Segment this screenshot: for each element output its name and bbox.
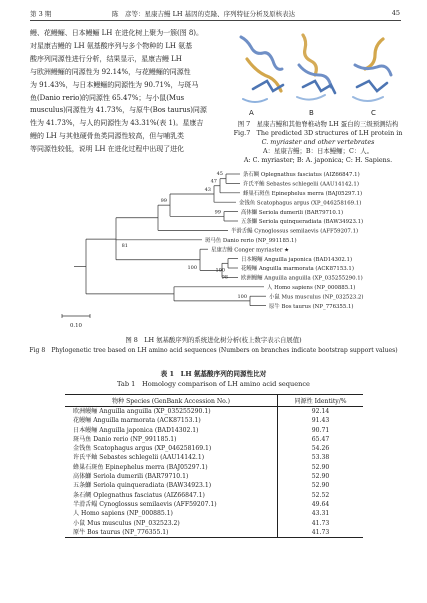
table-title-cn: 表 1 LH 氨基酸序列的同源性比对 [160,370,267,378]
bootstrap-value: 81 [121,243,128,250]
table-row [65,426,363,435]
body-line: 为 91.43%，与日本鳗鲡的同源性为 90.71%，与斑马 [30,80,199,89]
species-cell: 蜂巢石斑鱼 Epinephelus merra (BAJ05297.1) [65,463,278,472]
table-row [65,528,363,538]
body-line: 性为 41.73%，与人的同源性为 43.31%(表 1)。星康吉 [30,119,204,128]
fig8-caption-en: Fig 8 Phylogenetic tree based on LH amino acid sequences (Numbers on branches indicate bootstrap support values) [29,347,398,354]
body-line: 鳗的 LH 与其他硬骨鱼类同源性较高，但与哺乳类 [30,132,185,141]
taxon-label: 高体鰤 Seriola dumerili (BAR79710.1) [241,209,344,216]
species-cell: 原牛 Bos taurus (NP_776355.1) [65,528,278,538]
panel-label-c: C [371,109,376,117]
body-line: 等同源性较低，说明 LH 在进化过程中出现了进化 [30,145,185,154]
body-paragraph [30,27,226,156]
table-row [65,481,363,490]
species-cell: 金钱鱼 Scatophagus argus (XP_046258169.1) [65,444,278,453]
taxon-label: 斑马鱼 Danio rerio (NP_991185.1) [205,238,297,244]
species-cell: 条石鲷 Oplegnathus fasciatus (AIZ66847.1) [65,491,278,500]
species-cell: 小鼠 Mus musculus (NP_032523.2) [65,519,278,528]
identity-cell: 41.73 [311,519,330,527]
species-cell: 半滑舌鳎 Cynoglossus semilaevis (AFF59207.1) [65,500,278,509]
bootstrap-value: 45 [216,171,223,178]
table-row [65,416,363,425]
taxon-label: 小鼠 Mus musculus (NP_032523.2) [269,294,364,301]
identity-cell: 52.52 [311,491,330,499]
bootstrap-value: 100 [215,267,225,274]
panel-label-b: B [309,109,314,117]
fig7-caption-en1: Fig.7 The predicted 3D structures of LH protein in [233,129,403,137]
identity-cell: 41.73 [278,528,364,538]
identity-cell: 91.43 [311,417,330,425]
identity-cell: 49.64 [311,500,330,508]
taxon-label: 花鳗鲡 Anguilla marmorata (ACK87153.1) [241,266,354,273]
table-row [65,491,363,500]
species-cell: 斑马鱼 Danio rerio (NP_991185.1) [65,435,278,444]
taxon-label: 半滑舌鳎 Cynoglossus semilaevis (AFF59207.1) [231,228,359,235]
col-identity-header: 同源性 Identity/% [278,395,364,407]
bootstrap-value: 43 [204,186,211,193]
bootstrap-value: 47 [210,178,217,185]
issue-label: 第 3 期 [30,10,52,18]
taxon-label: 星康吉鳗 Conger myriaster ★ [211,247,289,254]
fig7-caption-en3: A: C. myriaster; B: A. japonica; C: H. Sapiens. [243,156,393,164]
identity-cell: 92.14 [311,408,330,415]
taxon-label: 原牛 Bos taurus (NP_776355.1) [269,303,354,310]
species-cell: 高体鰤 Seriola dumerili (BAR79710.1) [65,472,278,481]
identity-cell: 52.90 [311,463,330,471]
table-row [65,509,363,518]
table-row [65,472,363,481]
table-header-row [65,395,363,407]
table-row [65,444,363,453]
identity-cell: 90.71 [311,426,330,434]
fig7-caption-cn2: A：星康吉鳗；B：日本鳗鲡；C：人。 [262,147,374,155]
identity-cell: 43.31 [311,510,330,518]
header-rule [30,20,401,21]
species-cell: 花鳗鲡 Anguilla marmorata (ACK87153.1) [65,416,278,425]
identity-cell: 54.26 [311,445,330,453]
taxon-label: 日本鳗鲡 Anguilla japonica (BAD14302.1) [241,256,353,263]
table-row [65,519,363,528]
table-row [65,453,363,462]
species-cell: 人 Homo sapiens (NP_000885.1) [65,509,278,518]
taxon-label: 条石鲷 Oplegnathus fasciatus (AIZ66847.1) [243,172,360,179]
panel-label-a: A [249,109,254,117]
taxon-label: 许氏平鲉 Sebastes schlegelii (AAU14142.1) [243,181,359,188]
body-line: 鱼(Danio rerio)的同源性 65.47%；与小鼠(Mus [30,93,184,102]
body-line: 对星康吉鳗的 LH 氨基酸序列与多个物种的 LH 氨基 [30,41,193,50]
phylogenetic-tree [40,166,400,332]
bootstrap-value: 98 [221,274,228,281]
table-title-en: Tab 1 Homology comparison of LH amino acid sequence [117,380,310,388]
identity-cell: 53.38 [311,454,330,462]
taxon-label: 人 Homo sapiens (NP_000885.1) [267,285,356,291]
running-title: 陈 彦等：星康吉鳗 LH 基因的克隆、序列特征分析及原核表达 [112,10,296,18]
protein-structure-figure [233,29,403,119]
body-line: musculus)同源性为 41.73%，与原牛(Bos taurus)同源 [30,106,207,115]
body-line: 鳗、花鳗鲡、日本鳗鲡 LH 在进化树上聚为一簇(图 8)。 [30,29,203,37]
species-cell: 日本鳗鲡 Anguilla japonica (BAD14302.1) [65,426,278,435]
scale-bar-label: 0.10 [69,323,83,329]
species-cell: 五条鰤 Seriola quinqueradiata (BAW34923.1) [65,481,278,490]
body-line: 酸序列同源性进行分析，结果显示，星康吉鳗 LH [30,54,182,63]
table-row [65,463,363,472]
structure-a [241,37,283,117]
identity-cell: 52.90 [311,473,330,481]
homology-table [65,394,363,538]
identity-cell: 52.90 [311,482,330,490]
page-number: 45 [391,9,400,17]
structure-c [353,39,391,117]
fig7-caption-en2: C. myriaster and other vertebrates [261,138,375,146]
body-line: 与欧洲鳗鲡的同源性为 92.14%，与花鳗鲡的同源性 [30,67,191,76]
bootstrap-value: 99 [160,198,167,205]
taxon-label: 金钱鱼 Scatophagus argus (XP_046258169.1) [239,200,362,207]
identity-cell: 65.47 [311,435,330,443]
table-row [65,435,363,444]
structure-b [297,35,335,117]
table-row [65,407,363,417]
bootstrap-value: 100 [237,293,247,300]
taxon-label: 五条鰤 Seriola quinqueradiata (BAW34923.1) [241,219,364,226]
species-cell: 欧洲鳗鲡 Anguilla anguilla (XP_035255290.1) [65,407,278,417]
fig8-caption-cn: 图 8 LH 氨基酸序列的系统进化树分析(枝上数字表示自展值) [125,336,302,344]
species-cell: 许氏平鲉 Sebastes schlegelii (AAU14142.1) [65,453,278,462]
bootstrap-value: 100 [187,264,197,271]
table-row [65,500,363,509]
col-species-header: 物种 Species (GenBank Accession No.) [65,395,278,407]
fig7-caption-cn: 图 7 星康吉鳗和其他脊椎动物 LH 蛋白的三级预测结构 [237,120,399,128]
taxon-label: 欧洲鳗鲡 Anguilla anguilla (XP_035255290.1) [241,275,363,282]
bootstrap-value: 99 [214,209,221,216]
taxon-label: 蜂巢石斑鱼 Epinephelus merra (BAJ05297.1) [243,191,363,197]
